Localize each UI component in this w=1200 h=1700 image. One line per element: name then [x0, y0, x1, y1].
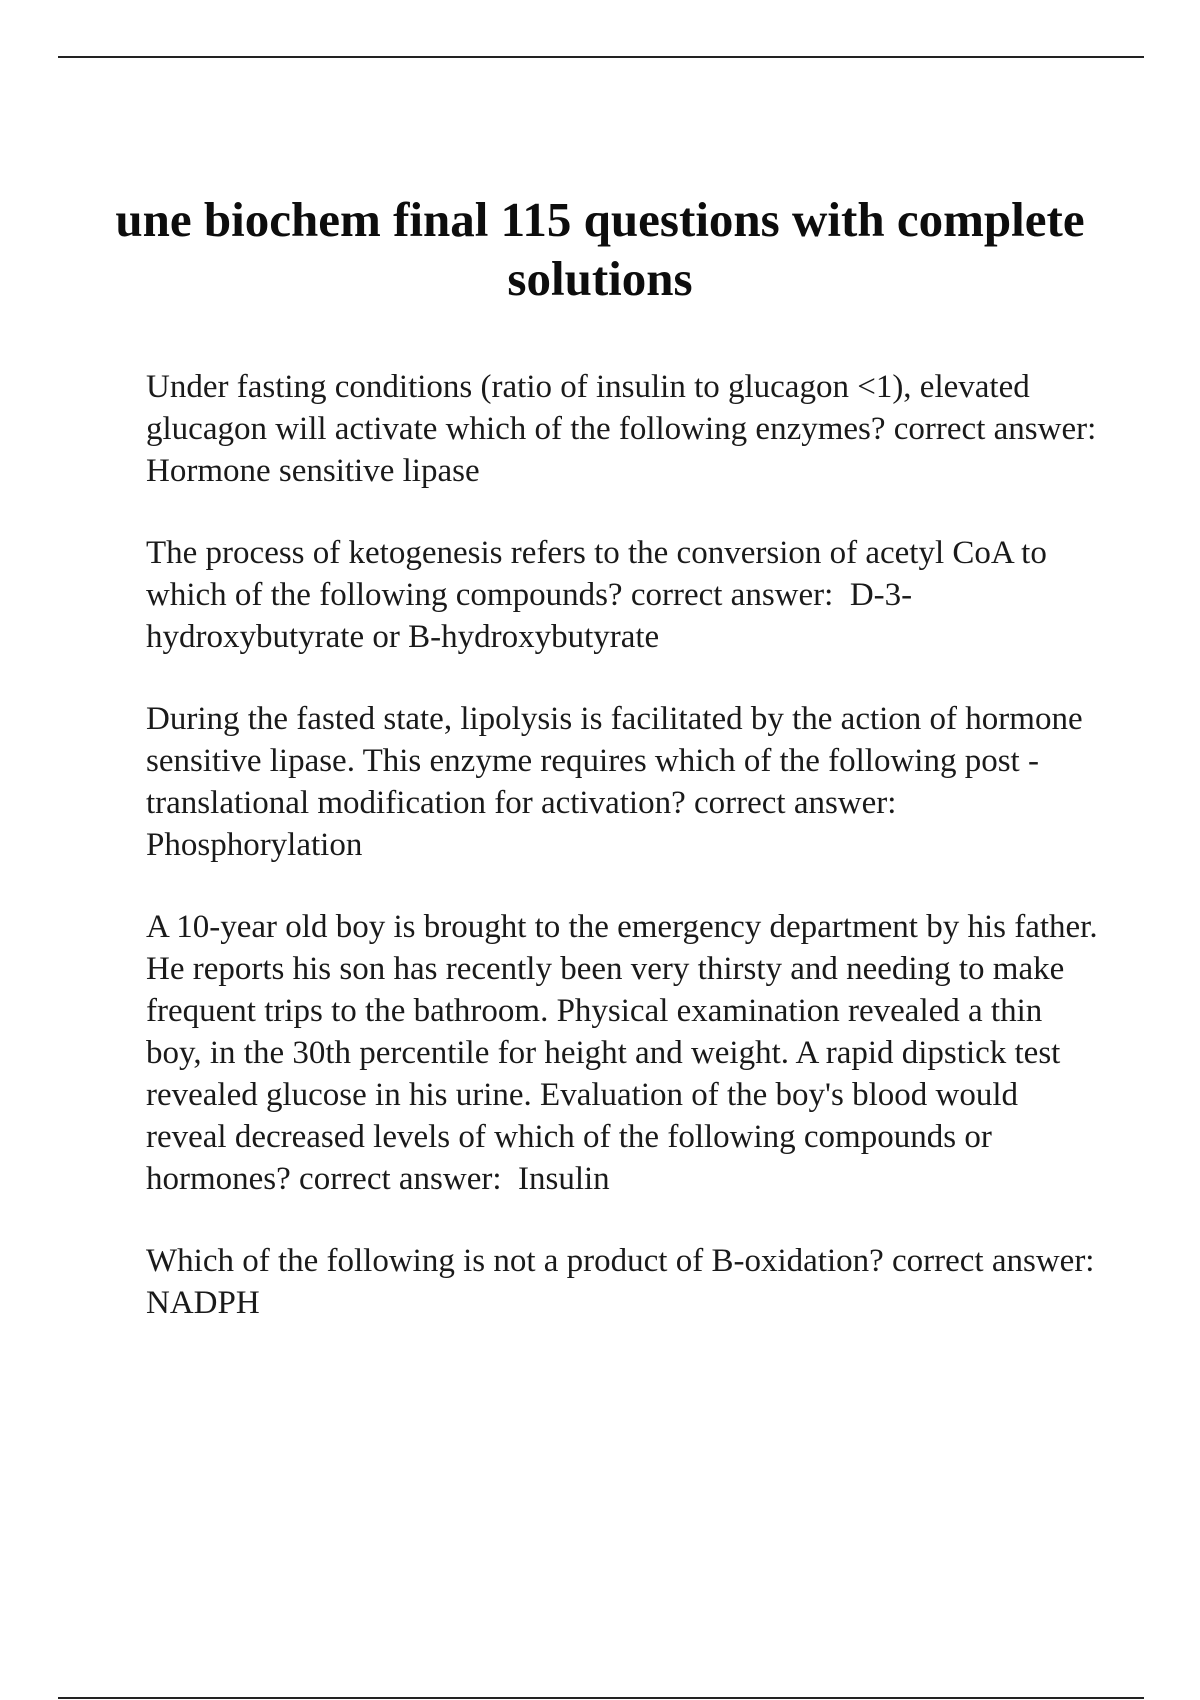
qa-item [146, 532, 1106, 658]
answer-text: NADPH [146, 1285, 260, 1321]
qa-list [146, 366, 1106, 1364]
answer-label: correct answer: [299, 1161, 502, 1197]
question-text: Under fasting conditions (ratio of insulin to glucagon <1), elevated glucagon will activate which of the following enzymes? [146, 369, 1030, 447]
bottom-rule [58, 1697, 1144, 1699]
answer-text: Hormone sensitive lipase [146, 453, 480, 489]
question-text: The process of ketogenesis refers to the conversion of acetyl CoA to which of the following compounds? [146, 535, 1047, 613]
answer-label: correct answer: [693, 785, 897, 821]
question-text: During the fasted state, lipolysis is facilitated by the action of hormone sensitive lipase. This enzyme requires which of the following post - translational modification for activation? [146, 701, 1083, 821]
qa-item [146, 1240, 1106, 1324]
answer-label: correct answer: [630, 577, 834, 613]
qa-item [146, 698, 1106, 866]
answer-text: Phosphorylation [146, 827, 363, 863]
qa-item [146, 366, 1106, 492]
answer-label: correct answer: [892, 1243, 1095, 1279]
top-rule [58, 56, 1144, 58]
question-text: A 10-year old boy is brought to the emergency department by his father. He reports his son has recently been very thirsty and needing to make frequent trips to the bathroom. Physical examination revealed a thin boy, in the 30th percentile for height and weight. A rapid dipstick test revealed glucose in his urine. Evaluation of the boy's blood would reveal decreased levels of which of the following compounds or hormones? [146, 909, 1098, 1197]
question-text: Which of the following is not a product of B-oxidation? [146, 1243, 884, 1279]
answer-text: D-3-hydroxybutyrate or B-hydroxybutyrate [146, 577, 913, 655]
answer-label: correct answer: [893, 411, 1097, 447]
qa-item [146, 906, 1106, 1200]
document-title: une biochem final 115 questions with complete solutions [115, 192, 1085, 306]
answer-text: Insulin [518, 1161, 610, 1197]
